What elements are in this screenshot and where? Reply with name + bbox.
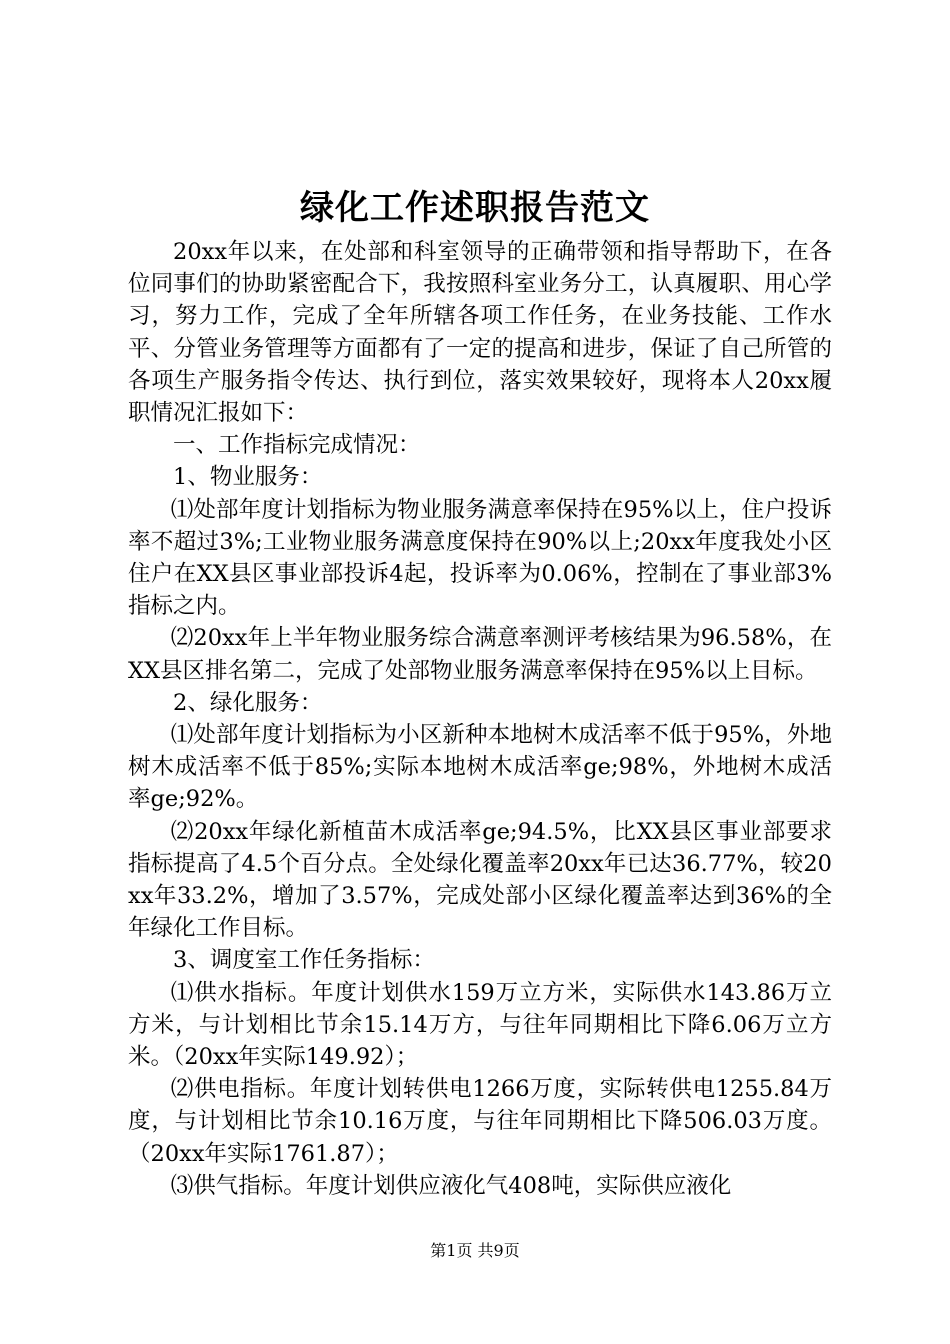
dispatch-item-gas: ⑶供气指标。年度计划供应液化气408吨，实际供应液化 <box>170 1172 732 1199</box>
document-body <box>128 236 832 1202</box>
property-item-2: ⑵20xx年上半年物业服务综合满意率测评考核结果为96.58%，在XX县区排名第二，完成了处部物业服务满意率保持在95%以上目标。 <box>128 625 832 684</box>
section-heading-1: 一、工作指标完成情况： <box>173 432 421 459</box>
subsection-heading-property: 1、物业服务： <box>173 464 323 491</box>
page-number-footer: 第1页 共9页 <box>430 1241 520 1260</box>
intro-paragraph: 20xx年以来，在处部和科室领导的正确带领和指导帮助下，在各位同事们的协助紧密配合下，我按照科室业务分工，认真履职、用心学习，努力工作，完成了全年所辖各项工作任务，在业务技能、工作水平、分管业务管理等方面都有了一定的提高和进步，保证了自己所管的各项生产服务指令传达、执行到位，落实效果较好，现将本人20xx履职情况汇报如下： <box>128 239 832 427</box>
subsection-heading-greening: 2、绿化服务： <box>173 689 323 716</box>
greening-item-2: ⑵20xx年绿化新植苗木成活率ge;94.5%，比XX县区事业部要求指标提高了4.5个百分点。全处绿化覆盖率20xx年已达36.77%，较20xx年33.2%，增加了3.57%，完成处部小区绿化覆盖率达到36%的全年绿化工作目标。 <box>128 818 832 942</box>
dispatch-item-water: ⑴供水指标。年度计划供水159万立方米，实际供水143.86万立方米，与计划相比节余15.14万方，与往年同期相比下降6.06万立方米。（20xx年实际149.92）； <box>128 979 832 1071</box>
subsection-heading-dispatch: 3、调度室工作任务指标： <box>173 947 435 974</box>
document-title: 绿化工作述职报告范文 <box>300 188 650 228</box>
greening-item-1: ⑴处部年度计划指标为小区新种本地树木成活率不低于95%，外地树木成活率不低于85%;实际本地树木成活率ge;98%，外地树木成活率ge;92%。 <box>128 722 832 813</box>
dispatch-item-power: ⑵供电指标。年度计划转供电1266万度，实际转供电1255.84万度，与计划相比节余10.16万度，与往年同期相比下降506.03万度。（20xx年实际1761.87）； <box>128 1076 832 1167</box>
property-item-1: ⑴处部年度计划指标为物业服务满意率保持在95%以上，住户投诉率不超过3%;工业物业服务满意度保持在90%以上;20xx年度我处小区住户在XX县区事业部投诉4起，投诉率为0.06%，控制在了事业部3%指标之内。 <box>128 496 832 620</box>
